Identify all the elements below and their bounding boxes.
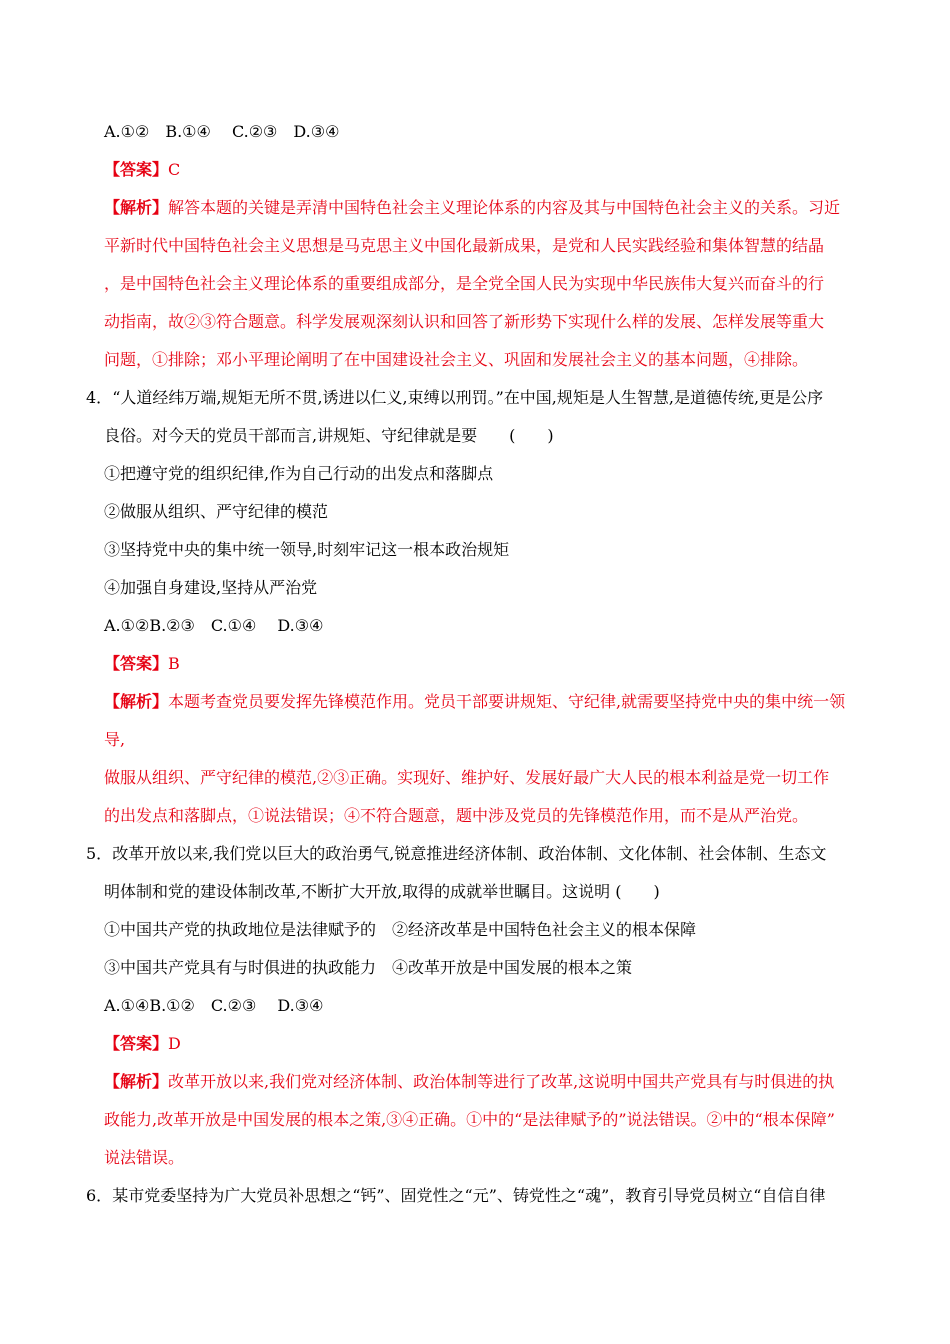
answer-label: 【答案】 [104,1034,169,1053]
q3-analysis-line-3: 动指南，故②③符合题意。科学发展观深刻认识和回答了新形势下实现什么样的发展、怎样发展等重大 [104,312,825,331]
answer-value: C [168,160,181,179]
q5-stem-line-0: 5．改革开放以来,我们党以巨大的政治勇气,锐意推进经济体制、政治体制、文化体制、社会体制、生态文 [86,844,827,863]
q4-analysis-line-2: 做服从组织、严守纪律的模范,②③正确。实现好、维护好、发展好最广大人民的根本利益是党一切工作 [104,768,830,787]
q5-analysis-line-2: 说法错误。 [104,1148,185,1167]
answer-label: 【答案】 [104,654,169,673]
q3-options: A.①② B.①④ C.②③ D.③④ [104,122,340,141]
answer-value: D [168,1034,181,1053]
q3-analysis-line-0: 【解析】解答本题的关键是弄清中国特色社会主义理论体系的内容及其与中国特色社会主义的关系。习近 [104,198,841,217]
q4-item-1: ①把遵守党的组织纪律,作为自己行动的出发点和落脚点 [104,464,494,483]
analysis-label: 【解析】 [104,692,169,711]
question-number: 6． [86,1186,113,1205]
q5-stem-line-1: 明体制和党的建设体制改革,不断扩大开放,取得的成就举世瞩目。这说明 ( ) [104,882,660,901]
q5-answer [104,1034,181,1054]
q3-analysis-line-4: 问题，①排除；邓小平理论阐明了在中国建设社会主义、巩固和发展社会主义的基本问题，④排除。 [104,350,809,369]
q3-analysis-line-2: ，是中国特色社会主义理论体系的重要组成部分，是全党全国人民为实现中华民族伟大复兴而奋斗的行 [104,274,825,293]
answer-value: B [168,654,180,673]
q4-item-4: ④加强自身建设,坚持从严治党 [104,578,318,597]
q4-analysis-line-1: 导, [104,730,126,749]
answer-label: 【答案】 [104,160,169,179]
q4-answer [104,654,180,674]
q3-analysis-line-1: 平新时代中国特色社会主义思想是马克思主义中国化最新成果，是党和人民实践经验和集体智慧的结晶 [104,236,825,255]
q5-analysis-line-1: 政能力,改革开放是中国发展的根本之策,③④正确。①中的“是法律赋予的”说法错误。②中的“根本保障” [104,1110,835,1129]
analysis-label: 【解析】 [104,1072,169,1091]
question-number: 4． [86,388,113,407]
q5-analysis-line-0: 【解析】改革开放以来,我们党对经济体制、政治体制等进行了改革,这说明中国共产党具有与时俱进的执 [104,1072,835,1091]
q6-stem-line-0: 6．某市党委坚持为广大党员补思想之“钙”、固党性之“元”、铸党性之“魂”，教育引导党员树立“自信自律 [86,1186,826,1205]
q4-stem-line-1: 良俗。对今天的党员干部而言,讲规矩、守纪律就是要 ( ) [104,426,554,445]
q4-options: A.①②B.②③ C.①④ D.③④ [104,616,324,635]
q4-analysis-line-0: 【解析】本题考查党员要发挥先锋模范作用。党员干部要讲规矩、守纪律,就需要坚持党中央的集中统一领 [104,692,846,711]
q4-item-3: ③坚持党中央的集中统一领导,时刻牢记这一根本政治规矩 [104,540,510,559]
q5-items-line-2: ③中国共产党具有与时俱进的执政能力 ④改革开放是中国发展的根本之策 [104,958,633,977]
q5-items-line-1: ①中国共产党的执政地位是法律赋予的 ②经济改革是中国特色社会主义的根本保障 [104,920,697,939]
question-number: 5． [86,844,113,863]
q5-options: A.①④B.①② C.②③ D.③④ [104,996,324,1015]
q4-item-2: ②做服从组织、严守纪律的模范 [104,502,329,521]
q3-answer [104,160,180,180]
q4-analysis-line-3: 的出发点和落脚点，①说法错误；④不符合题意，题中涉及党员的先锋模范作用，而不是从严治党。 [104,806,809,825]
analysis-label: 【解析】 [104,198,169,217]
q4-stem-line-0: 4．“人道经纬万端,规矩无所不贯,诱进以仁义,束缚以刑罚。”在中国,规矩是人生智慧,是道德传统,更是公序 [86,388,824,407]
